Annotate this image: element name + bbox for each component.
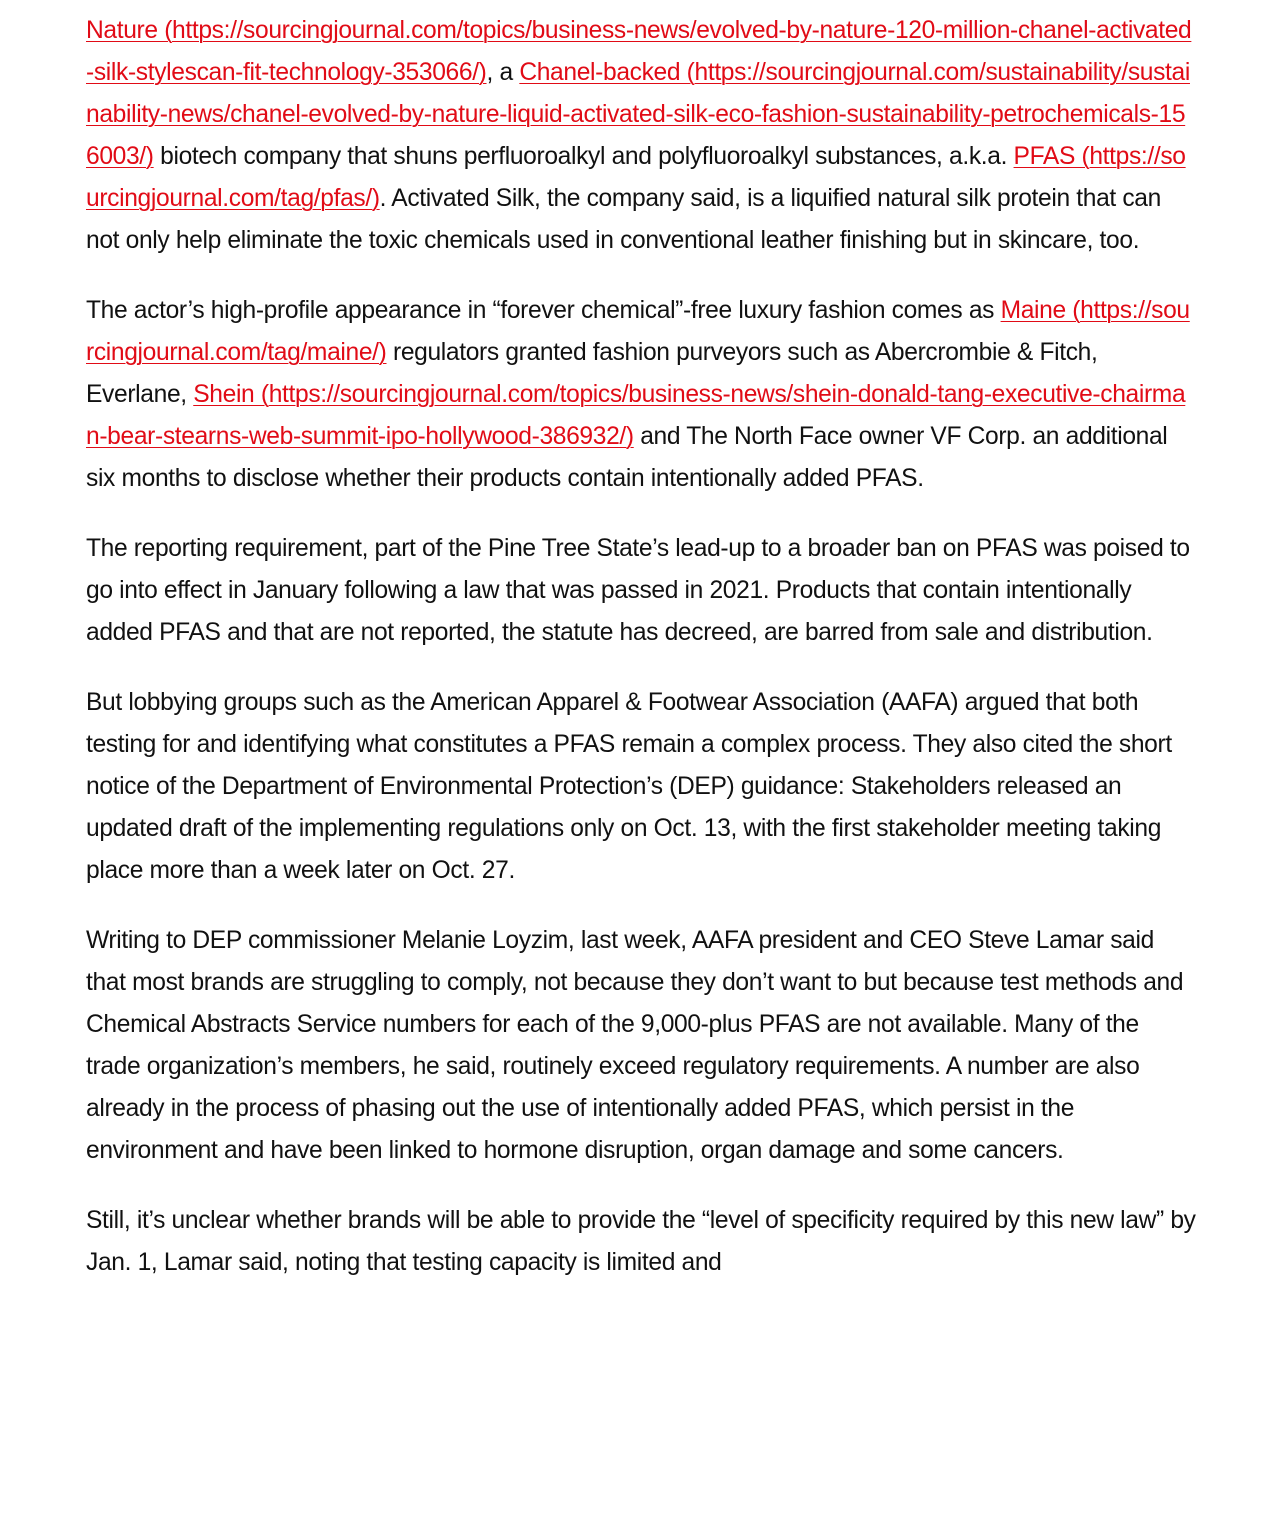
- link-shein[interactable]: Shein (https://sourcingjournal.com/topics/business-news/shein-donald-tang-executive-chairman-bear-stearns-web-summit-ipo-hollywood-386932/): [86, 381, 1186, 450]
- paragraph-5-text: Writing to DEP commissioner Melanie Loyzim, last week, AAFA president and CEO Steve Lamar said that most brands are struggling to comply, not because they don’t want to but because test methods and Chemical Abstracts Service numbers for each of the 9,000-plus PFAS are not available. Many of the trade organization’s members, he said, routinely exceed regulatory requirements. A number are also already in the process of phasing out the use of intentionally added PFAS, which persist in the environment and have been linked to hormone disruption, organ damage and some cancers.: [86, 927, 1184, 1164]
- paragraph-3: [86, 528, 1196, 654]
- paragraph-3-text: The reporting requirement, part of the Pine Tree State’s lead-up to a broader ban on PFAS was poised to go into effect in January following a law that was passed in 2021. Products that contain intentionally added PFAS and that are not reported, the statute has decreed, are barred from sale and distribution.: [86, 535, 1190, 646]
- paragraph-6: [86, 1200, 1196, 1284]
- paragraph-1-text-3: . Activated Silk, the company said, is a liquified natural silk protein that can not only help eliminate the toxic chemicals used in conventional leather finishing but in skincare, too.: [86, 185, 1161, 254]
- paragraph-4-text: But lobbying groups such as the American Apparel & Footwear Association (AAFA) argued that both testing for and identifying what constitutes a PFAS remain a complex process. They also cited the short notice of the Department of Environmental Protection’s (DEP) guidance: Stakeholders released an updated draft of the implementing regulations only on Oct. 13, with the first stakeholder meeting taking place more than a week later on Oct. 27.: [86, 689, 1172, 884]
- paragraph-6-text: Still, it’s unclear whether brands will be able to provide the “level of specificity required by this new law” by Jan. 1, Lamar said, noting that testing capacity is limited and: [86, 1207, 1196, 1276]
- paragraph-1-text-2: biotech company that shuns perfluoroalkyl and polyfluoroalkyl substances, a.k.a.: [153, 143, 1014, 170]
- paragraph-4: [86, 682, 1196, 892]
- link-chanel-backed[interactable]: Chanel-backed (https://sourcingjournal.com/sustainability/sustainability-news/chanel-evolved-by-nature-liquid-activated-silk-eco-fashion-sustainability-petrochemicals-156003/): [86, 59, 1190, 170]
- paragraph-2-text-3: and The North Face owner VF Corp. an additional six months to disclose whether their products contain intentionally added PFAS.: [86, 423, 1168, 492]
- link-maine[interactable]: Maine (https://sourcingjournal.com/tag/maine/): [86, 297, 1190, 366]
- link-evolved-by-nature[interactable]: Nature (https://sourcingjournal.com/topics/business-news/evolved-by-nature-120-million-chanel-activated-silk-stylescan-fit-technology-353066/): [86, 17, 1192, 86]
- paragraph-5: [86, 920, 1196, 1172]
- paragraph-2-text-2: regulators granted fashion purveyors such as Abercrombie & Fitch, Everlane,: [86, 339, 1098, 408]
- article-body: [86, 10, 1196, 1312]
- paragraph-1: [86, 10, 1196, 262]
- paragraph-1-text-1: , a: [486, 59, 520, 86]
- link-pfas[interactable]: PFAS (https://sourcingjournal.com/tag/pfas/): [86, 143, 1186, 212]
- paragraph-2: [86, 290, 1196, 500]
- paragraph-2-text-1: The actor’s high-profile appearance in “forever chemical”-free luxury fashion comes as: [86, 297, 1001, 324]
